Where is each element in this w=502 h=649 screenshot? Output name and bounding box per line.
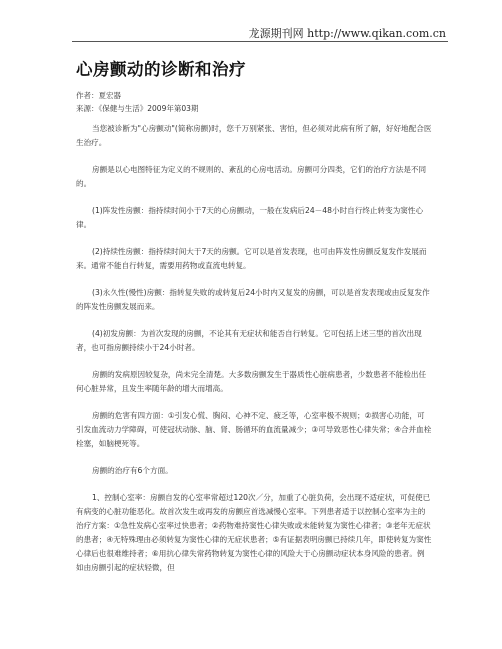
article-author: 作者：夏宏器	[76, 91, 121, 100]
paragraph: (3)永久性(慢性)房颤：指转复失败的或转复后24小时内又复发的房颤，可以是首发表现或由反复发作的阵发性房颤发展而来。	[76, 288, 430, 311]
paragraph: (1)阵发性房颤：指持续时间小于7天的心房颤动，一般在发病后24－48小时自行终止转变为窦性心律。	[76, 206, 424, 229]
article-source: 来源：《保健与生活》2009年第03期	[76, 104, 199, 113]
paragraph: 房颤的危害有四方面：①引发心慌、胸闷、心神不定、疲乏等，心室率极不规则；②损害心功能，可引发血流动力学障碍，可使冠状动脉、脑、肾、肠循环的血流量减少；③可导致恶性心律失常；④合并血栓栓塞，如脑梗死等。	[76, 411, 432, 448]
paragraph: (2)持续性房颤：指持续时间大于7天的房颤。它可以是首发表现，也可由阵发性房颤反复发作发展而来。通常不能自行转复，需要用药物或直流电转复。	[76, 247, 427, 270]
paragraph: (4)初发房颤：为首次发现的房颤，不论其有无症状和能否自行转复。它可包括上述三型的首次出现者，也可指房颤持续小于24小时者。	[76, 329, 422, 352]
paragraph: 1、控制心室率：房颤自发的心室率常超过120次／分，加重了心脏负荷，会出现不适症状，可促使已有病变的心脏功能恶化。故首次发生或再发的房颤应首选减慢心室率。下列患者适于以控制心室率为主的治疗方案：①急性发病心室率过快患者；②药物难持窦性心律失败或未能转复为窦性心律者；③老年无症状的患者；④无特殊理由必须转复为窦性心律的无症状患者；⑤有证据表明房颤已持续几年，即使转复为窦性心律后也很难维持者；⑥用抗心律失常药物转复为窦性心律的风险大于心房颤动症状本身风险的患者。例如由房颤引起的症状轻微，但	[76, 493, 432, 572]
paragraph: 房颤的治疗有6个方面。	[92, 466, 173, 475]
paragraph: 房颤的发病原因较复杂，尚未完全清楚。大多数房颤发生于器质性心脏病患者，少数患者不能检出任何心脏异常，且发生率随年龄的增大而增高。	[76, 370, 427, 393]
article-body	[76, 122, 432, 588]
paragraph: 房颤是以心电图特征为定义的不规则的、紊乱的心房电活动。房颤可分四类，它们的治疗方法是不同的。	[76, 165, 427, 188]
site-header: 龙源期刊网 http://www.qikan.com.cn	[248, 27, 446, 40]
header-rule	[72, 41, 448, 42]
paragraph: 当您被诊断为"心房颤动"(简称房颤)时，您千万别紧张、害怕，但必须对此病有所了解，好好地配合医生治疗。	[76, 124, 432, 147]
article-title: 心房颤动的诊断和治疗	[76, 60, 246, 79]
